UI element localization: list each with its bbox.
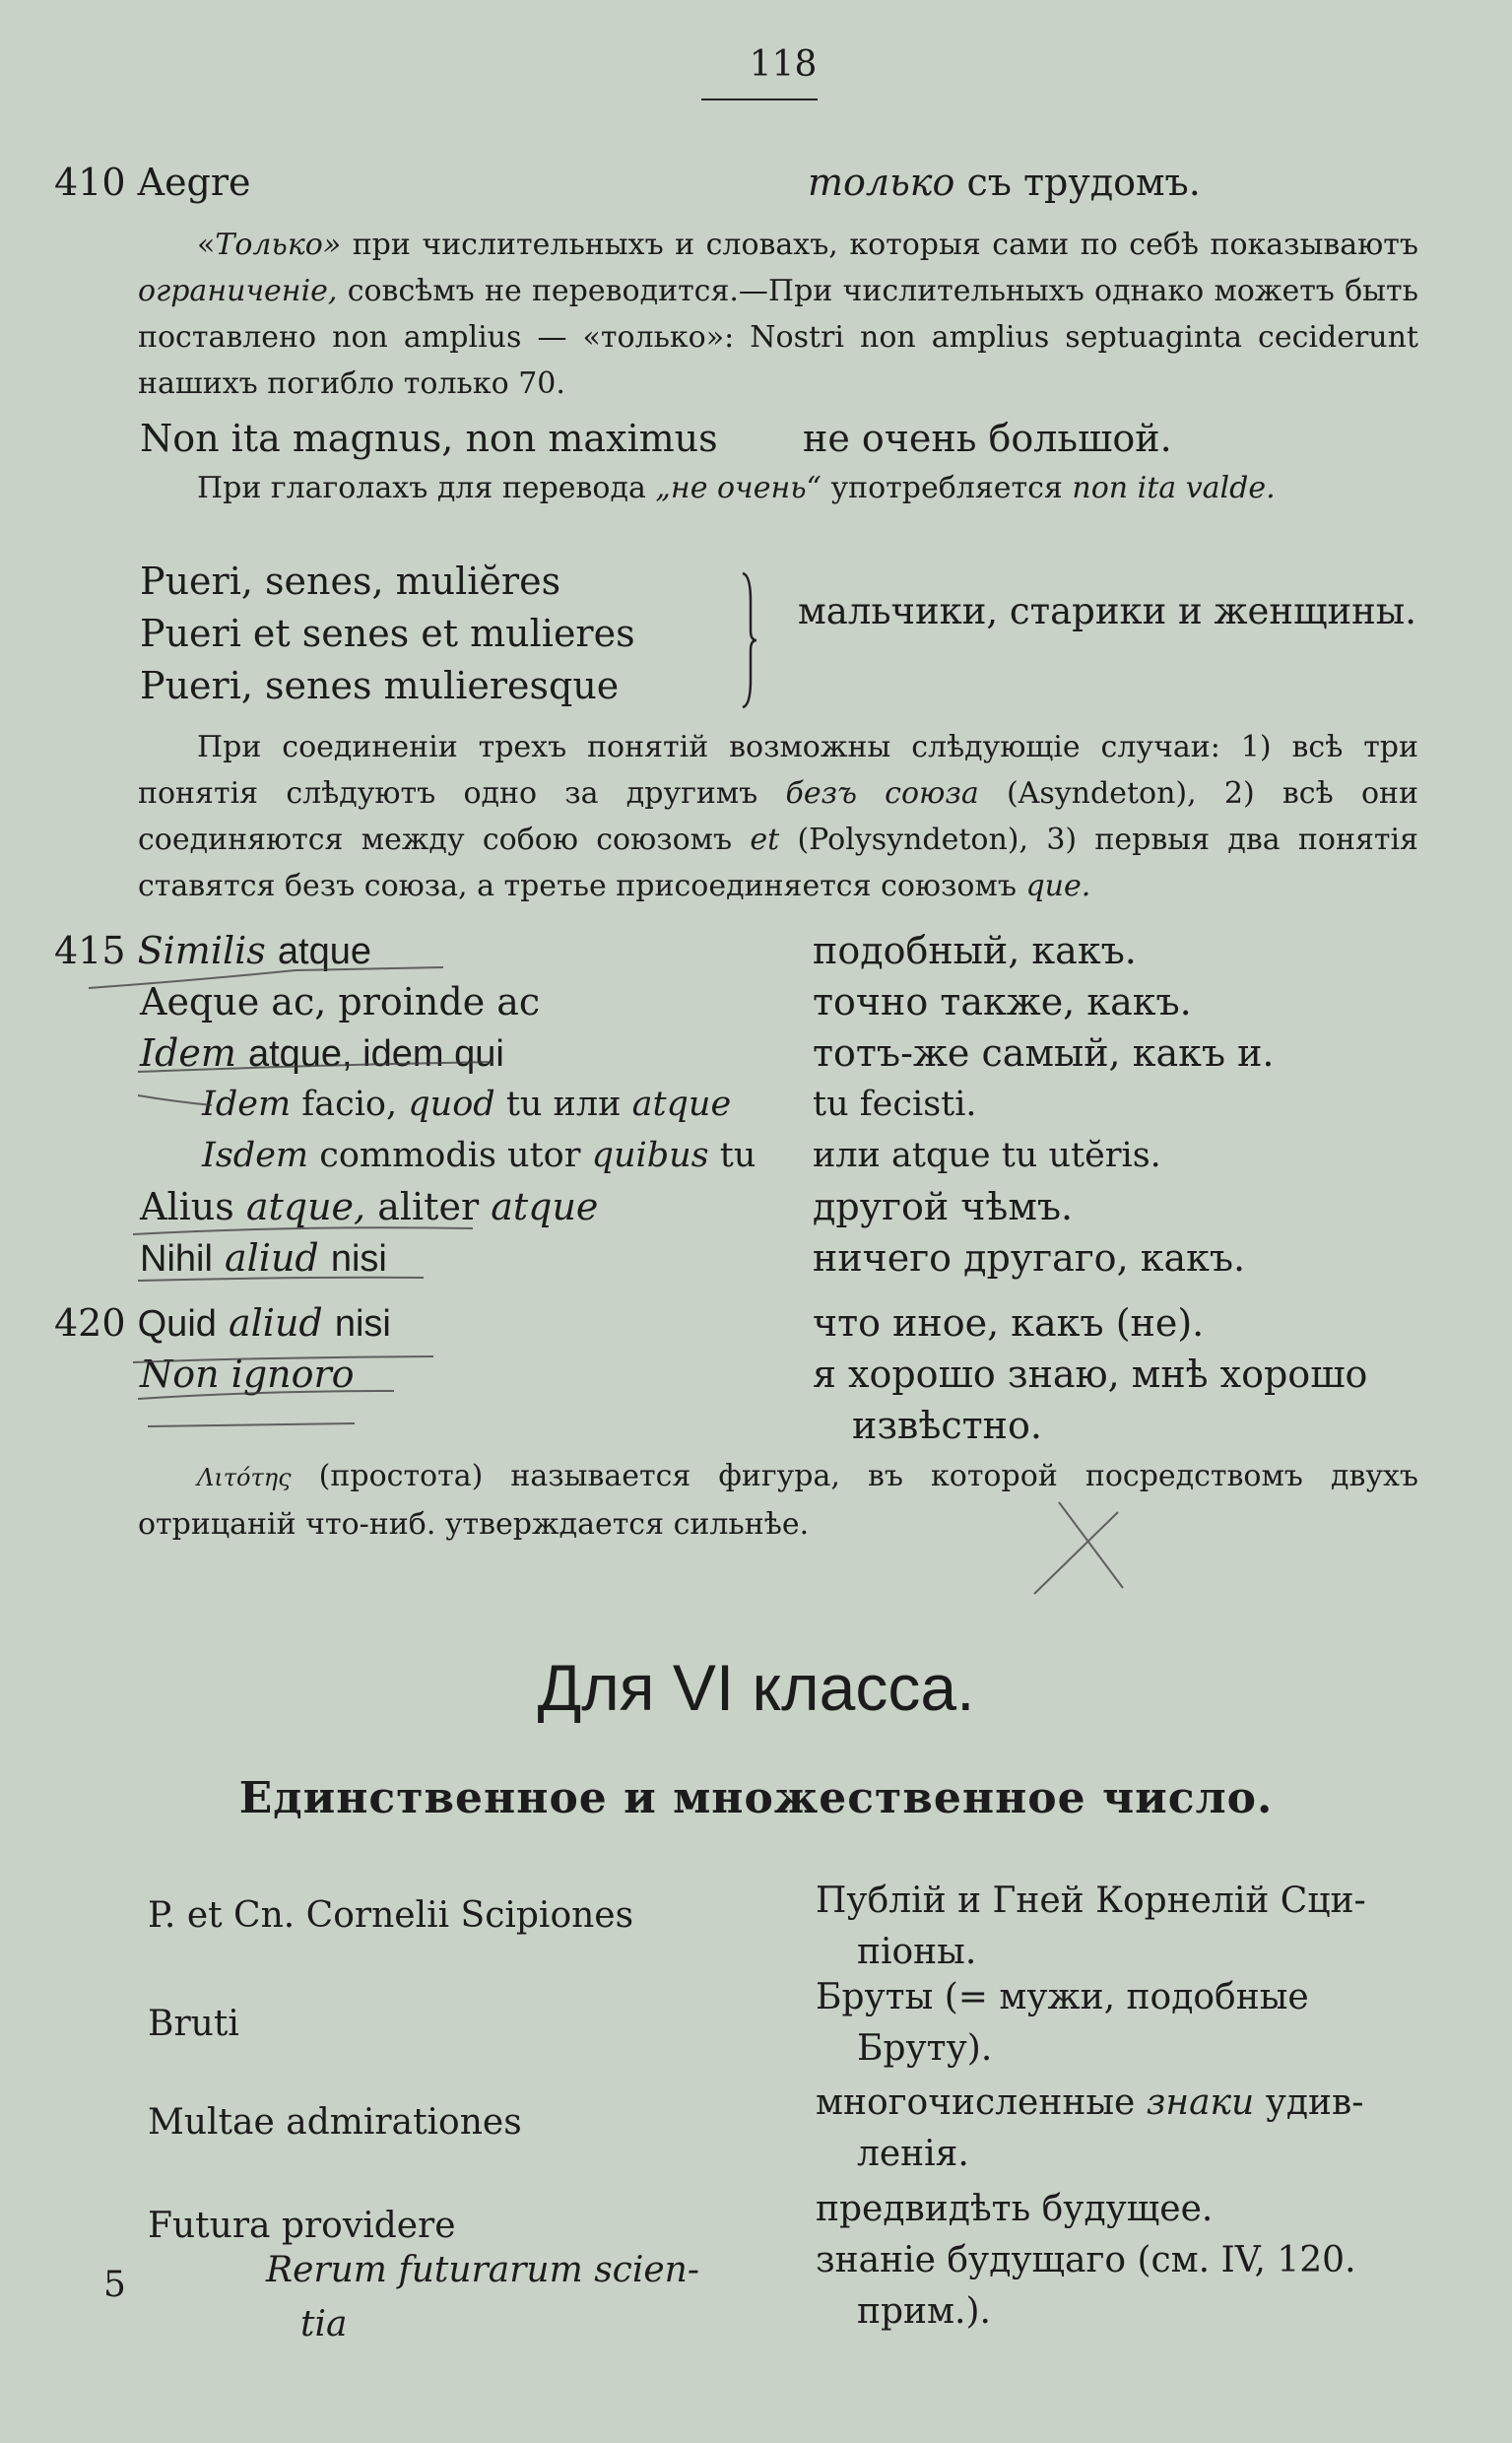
entry-number: 415	[54, 929, 126, 972]
entry-number: 410	[54, 161, 126, 204]
translation: многочисленные знаки удив-	[816, 2082, 1364, 2123]
entry-idem: Idem atque, idem qui	[140, 1031, 504, 1075]
translation: я хорошо знаю, мнѣ хорошо	[813, 1353, 1368, 1396]
translation-continued: ленія.	[857, 2134, 969, 2174]
translation-continued: извѣстно.	[852, 1404, 1042, 1447]
translation: или atque tu utĕris.	[813, 1136, 1161, 1175]
entry-futura: Futura providere	[148, 2206, 456, 2246]
translation-continued: Бруту).	[857, 2028, 993, 2069]
entry-415: 415 Similis atque	[54, 929, 371, 972]
entry-pueri-3: Pueri, senes mulieresque	[140, 664, 620, 707]
translation-continued: прим.).	[857, 2291, 991, 2332]
entry-idem-facio: Idem facio, quod tu или atque	[202, 1085, 732, 1124]
translation: тотъ-же самый, какъ и.	[813, 1031, 1275, 1075]
page-number: 118	[749, 44, 818, 85]
latin-term: Non ita magnus, non maximus	[140, 417, 718, 460]
entry-420: 420 Quid aliud nisi	[54, 1301, 391, 1345]
entry-pueri-2: Pueri et senes et mulieres	[140, 612, 635, 655]
section-subheading: Единственное и множественное число.	[238, 1773, 1274, 1823]
note-three-concepts: При соединеніи трехъ понятій возможны слѣдующіе случаи: 1) всѣ три понятія слѣдуютъ одно за другимъ безъ союза (Asyndeton), 2) всѣ они соединяются между собою союзомъ et (Polysyndeton), 3) первыя два понятія ставятся безъ союза, а третье присоединяется союзомъ que.	[138, 730, 1419, 903]
translation: другой чѣмъ.	[813, 1185, 1074, 1228]
translation: tu fecisti.	[813, 1085, 977, 1124]
entry-alius: Alius atque, aliter atque	[140, 1185, 599, 1228]
translation: Бруты (= мужи, подобные	[816, 1977, 1309, 2017]
entry-rerum: Rerum futurarum scien-	[266, 2250, 699, 2290]
entry-non-ignoro: Non ignoro	[140, 1353, 355, 1396]
entry-number: 420	[54, 1301, 126, 1345]
translation: что иное, какъ (не).	[813, 1301, 1205, 1345]
translation: только съ трудомъ.	[808, 161, 1201, 204]
entry-pueri-1: Pueri, senes, muliĕres	[140, 560, 561, 603]
class-heading: Для VI класса.	[537, 1651, 975, 1724]
translation-continued: піоны.	[857, 1932, 977, 1972]
entry-isdem: Isdem commodis utor quibus tu	[202, 1136, 756, 1175]
note-litotes: Λιτότης (простота) называется фигура, въ которой посредствомъ двухъ отрицаній что-ниб. утверждается сильнѣе.	[138, 1459, 1418, 1542]
translation: предвидѣть будущее.	[816, 2189, 1214, 2229]
entry-bruti: Bruti	[148, 2004, 239, 2044]
note-tolko: «Только» при числительныхъ и словахъ, которыя сами по себѣ показываютъ ограниченіе, совсѣмъ не переводится.—При числительныхъ однако можетъ быть поставлено non amplius — «только»: Nostri non amplius septuaginta ceciderunt нашихъ погибло только 70.	[138, 228, 1418, 401]
line-number-5: 5	[103, 2265, 126, 2305]
translation: знаніе будущаго (см. IV, 120.	[816, 2240, 1356, 2280]
entry-multae: Multae admirationes	[148, 2102, 522, 2143]
entry-nihil: Nihil aliud nisi	[140, 1236, 387, 1280]
translation: точно также, какъ.	[813, 980, 1192, 1023]
translation: Публій и Гней Корнелій Сци-	[816, 1881, 1366, 1921]
entry-aeque: Aeque ac, proinde ac	[140, 980, 541, 1023]
entry-rerum-continued: tia	[300, 2304, 348, 2344]
latin-term: Aegre	[137, 161, 251, 204]
translation: подобный, какъ.	[813, 929, 1137, 972]
translation: не очень большой.	[803, 417, 1172, 460]
translation: ничего другаго, какъ.	[813, 1236, 1246, 1280]
entry-scipiones: P. et Cn. Cornelii Scipiones	[148, 1895, 634, 1936]
note-verbs: При глаголахъ для перевода „не очень“ употребляется non ita valde.	[197, 471, 1276, 505]
translation-pueri: мальчики, старики и женщины.	[798, 590, 1417, 632]
